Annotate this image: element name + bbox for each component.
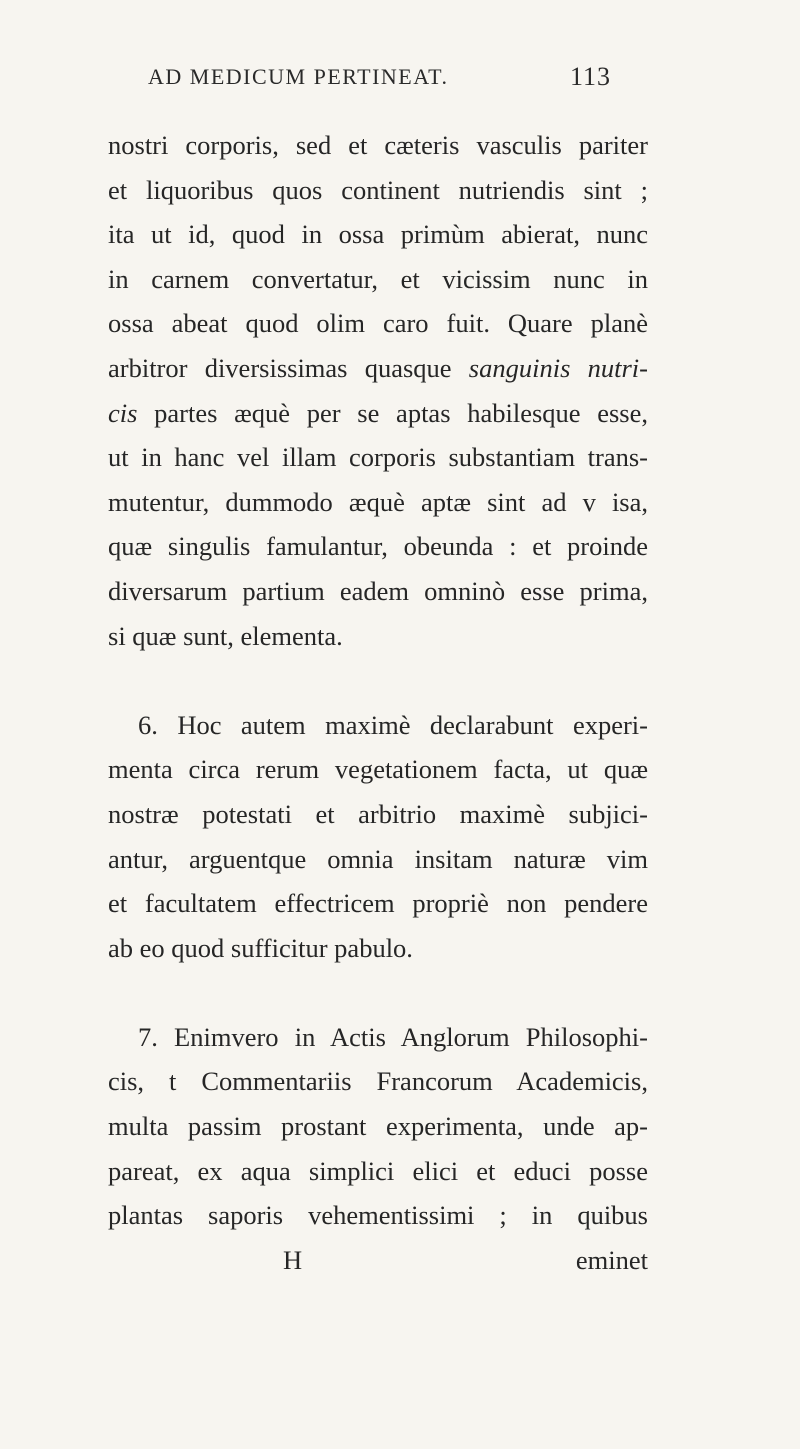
- text-line: si quæ sunt, elementa.: [108, 620, 343, 651]
- paragraph-1: [108, 123, 648, 658]
- text-line: quæ singulis famulantur, obeunda : et proinde: [108, 531, 648, 562]
- text-line: nostri corporis, sed et cæteris vasculis pariter: [108, 130, 648, 160]
- body-text: [108, 123, 648, 1282]
- text-line: 6. Hoc autem maximè declarabunt experi-: [138, 709, 648, 740]
- italic-word: cis: [108, 397, 138, 428]
- text-line: ita ut id, quod in ossa primùm abierat, nunc: [108, 219, 648, 250]
- running-head: [110, 58, 750, 98]
- text-line-start: arbitror diversissimas quasque: [108, 352, 452, 383]
- text-line: cis, t Commentariis Francorum Academicis,: [108, 1066, 648, 1097]
- text-line: et liquoribus quos continent nutriendis sint ;: [108, 174, 648, 205]
- paragraph-gap: [108, 970, 648, 1015]
- page-footer: [108, 1238, 648, 1283]
- paragraph-gap: [108, 658, 648, 703]
- running-title: AD MEDICUM PERTINEAT.: [148, 64, 449, 89]
- catchword: eminet: [575, 1244, 648, 1275]
- text-line: in carnem convertatur, et vicissim nunc in: [108, 263, 648, 294]
- italic-phrase: sanguinis nutri-: [468, 352, 648, 383]
- text-line: ab eo quod sufficitur pabulo.: [108, 932, 413, 963]
- text-line: menta circa rerum vegetationem facta, ut quæ: [108, 754, 648, 785]
- text-line: ut in hanc vel illam corporis substantiam trans-: [108, 442, 648, 473]
- text-line-rest: partes æquè per se aptas habilesque esse,: [154, 397, 649, 428]
- text-line: diversarum partium eadem omninò esse prima,: [108, 575, 648, 606]
- text-line: nostræ potestati et arbitrio maximè subjici-: [108, 798, 648, 829]
- text-line: mutentur, dummodo æquè aptæ sint ad v isa,: [108, 486, 648, 517]
- signature-mark: H: [283, 1244, 303, 1275]
- text-line: pareat, ex aqua simplici elici et educi posse: [108, 1155, 648, 1186]
- text-line-with-italic: [108, 346, 648, 391]
- text-line: multa passim prostant experimenta, unde ap-: [108, 1111, 648, 1142]
- text-line: 7. Enimvero in Actis Anglorum Philosophi-: [138, 1021, 648, 1052]
- paragraph-7: [108, 1015, 648, 1238]
- text-line: antur, arguentque omnia insitam naturæ vim: [108, 843, 648, 874]
- paragraph-6: [108, 703, 648, 971]
- page-number: 113: [570, 62, 612, 91]
- text-line-with-italic: [108, 391, 648, 436]
- text-line: ossa abeat quod olim caro fuit. Quare planè: [108, 308, 648, 339]
- text-line: et facultatem effectricem propriè non pendere: [108, 888, 648, 919]
- text-line: plantas saporis vehementissimi ; in quibus: [108, 1200, 648, 1231]
